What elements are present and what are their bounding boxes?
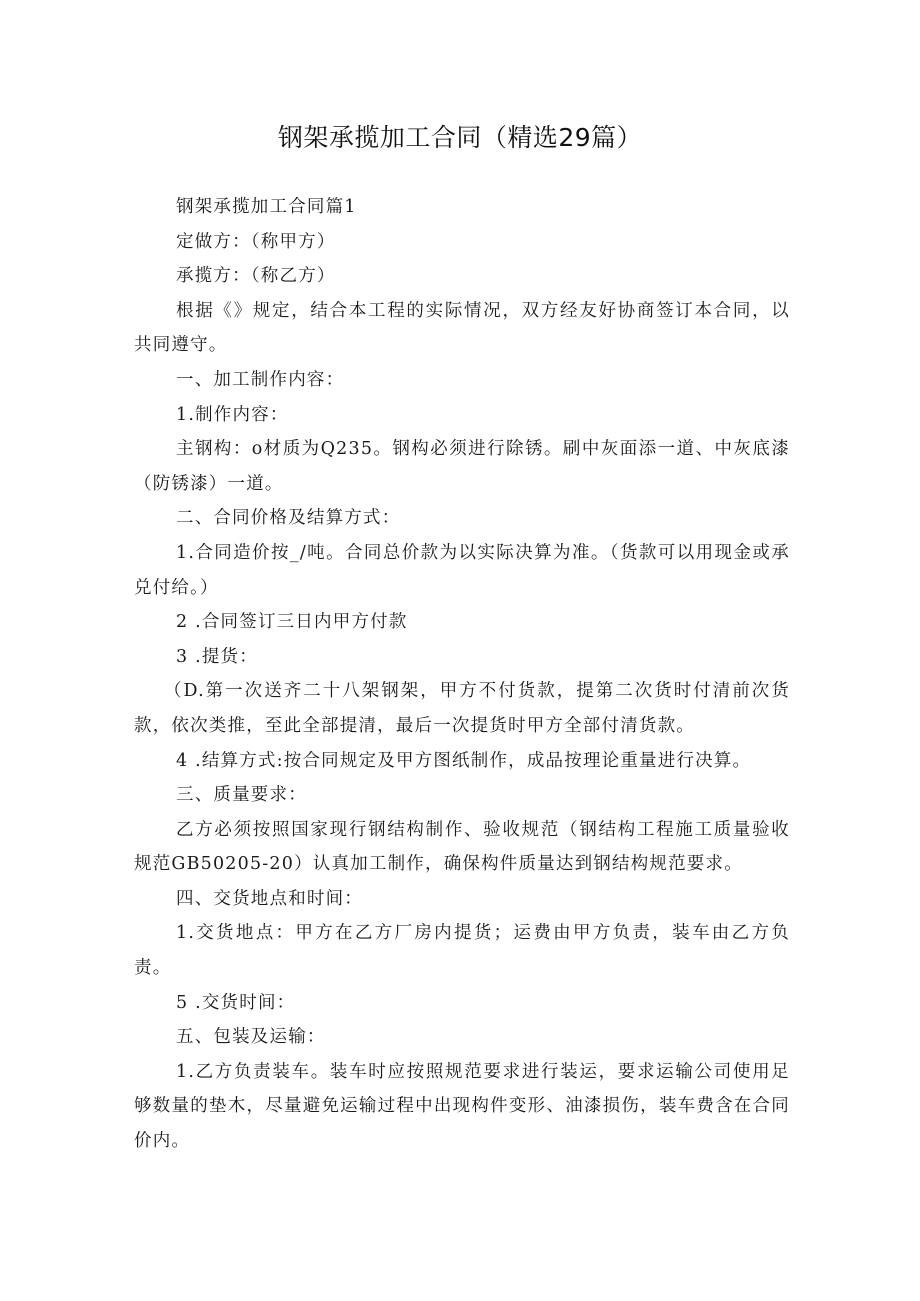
paragraph: （D.第一次送齐二十八架钢架，甲方不付货款，提第二次货时付清前次货款，依次类推，至此全部提清，最后一次提货时甲方全部付清货款。 bbox=[134, 681, 790, 736]
party-b-line: 承揽方：（称乙方） bbox=[176, 266, 336, 287]
paragraph: 3 .提货： bbox=[176, 646, 258, 667]
section-heading: 钢架承揽加工合同篇1 bbox=[176, 197, 357, 217]
paragraph: 1.合同造价按_/吨。合同总价款为以实际决算为准。（货款可以用现金或承兑付给。） bbox=[134, 542, 790, 598]
document-title: 钢架承揽加工合同（精选29篇） bbox=[277, 123, 643, 152]
document-body bbox=[134, 190, 790, 1159]
clause-heading: 四、交货地点和时间： bbox=[176, 888, 363, 909]
clause-heading: 一、加工制作内容： bbox=[176, 369, 345, 390]
paragraph: 5 .交货时间： bbox=[176, 992, 296, 1013]
paragraph: 1.制作内容： bbox=[176, 404, 289, 425]
paragraph: 2 .合同签订三日内甲方付款 bbox=[176, 612, 408, 633]
clause-heading: 二、合同价格及结算方式： bbox=[176, 508, 401, 529]
paragraph: 主钢构：o材质为Q235。钢构必须进行除锈。刷中灰面添一道、中灰底漆（防锈漆）一道。 bbox=[134, 439, 790, 494]
party-a-line: 定做方：（称甲方） bbox=[176, 231, 336, 252]
paragraph: 根据《》规定，结合本工程的实际情况，双方经友好协商签订本合同，以共同遵守。 bbox=[134, 300, 790, 356]
paragraph: 1.交货地点：甲方在乙方厂房内提货；运费由甲方负责，装车由乙方负责。 bbox=[134, 923, 790, 979]
paragraph: 乙方必须按照国家现行钢结构制作、验收规范（钢结构工程施工质量验收规范GB50205-20）认真加工制作，确保构件质量达到钢结构规范要求。 bbox=[134, 819, 790, 875]
clause-heading: 三、质量要求： bbox=[176, 785, 307, 806]
paragraph: 4 .结算方式:按合同规定及甲方图纸制作，成品按理论重量进行决算。 bbox=[176, 750, 752, 771]
clause-heading: 五、包装及运输： bbox=[176, 1027, 326, 1048]
paragraph: 1.乙方负责装车。装车时应按照规范要求进行装运，要求运输公司使用足够数量的垫木，尽量避免运输过程中出现构件变形、油漆损伤，装车费含在合同价内。 bbox=[134, 1061, 790, 1152]
